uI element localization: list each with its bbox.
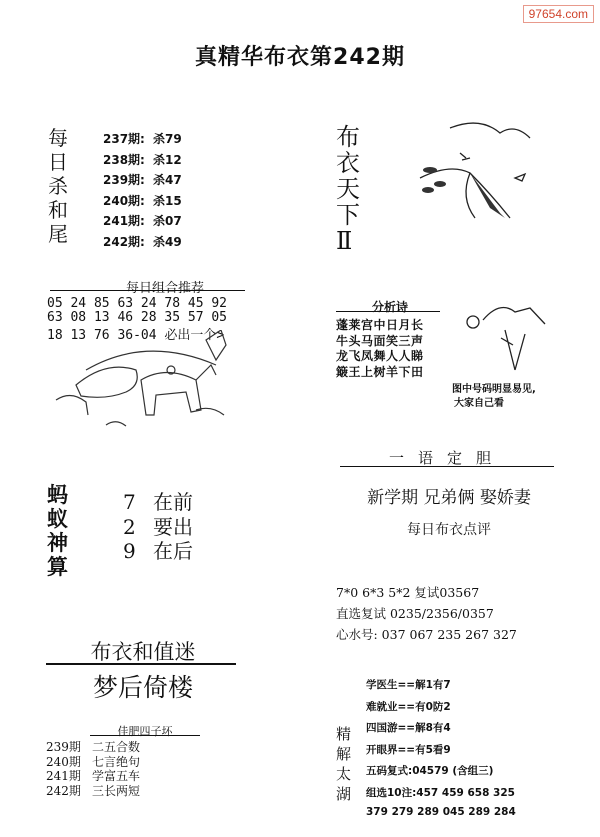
kill-row: 237期: 杀79 [103,132,182,146]
tip-line: 开眼界==有5看9 [366,743,451,756]
puzzle-poem [336,316,424,378]
mountain-sketch [455,300,550,375]
poem-row: 242期 三长两短 [46,783,141,798]
code-line: 心水号: 037 067 235 267 327 [336,627,517,642]
side-char: 湖 [336,785,352,803]
tip-line: 组选10注:457 459 658 325 [366,786,515,799]
side-char: 神 [47,531,68,555]
side-char: 布 [336,123,360,151]
ant-row: 2 要出 [123,514,193,539]
puzzle-line: 簸王上树羊下田 [336,364,424,379]
code-line: 7*0 6*3 5*2 复试03567 [336,585,480,600]
buyi-mi-divider [46,663,236,665]
tree-branch-sketch [400,118,550,228]
yiyu-headline: 新学期 兄弟俩 娶娇妻 [367,488,531,508]
ant-row: 9 在后 [123,539,193,563]
side-char: 蚁 [47,507,68,531]
combo-title: 每日组合推荐 [125,281,204,296]
page-title: 真精华布衣第242期 [195,45,405,70]
side-char: 太 [336,765,352,783]
combo-line: 05 24 85 63 24 78 45 92 [47,296,228,311]
poem-list [46,738,140,796]
daily-review-label: 每日布衣点评 [407,522,491,538]
tip-line: 四国游==解8有4 [366,722,451,734]
side-char: 下 [336,201,360,229]
side-char: Ⅱ [336,227,353,255]
poem-row: 239期 二五合数 [46,740,141,754]
kill-row: 239期: 杀47 [103,173,182,188]
poem-divider [90,735,200,736]
side-char: 精 [336,725,352,743]
tip-line: 379 279 289 045 289 284 [366,806,516,818]
side-char: 每 [48,126,68,150]
buyi-mi-heading: 布衣和值迷 [90,640,196,664]
poem-row: 241期 学富五车 [46,769,141,784]
code-lines [336,583,517,646]
puzzle-divider [336,311,440,312]
kill-row: 242期: 杀49 [103,234,182,249]
side-char: 算 [47,555,68,579]
tip-line: 五码复式:04579 (含组三) [366,765,494,777]
tip-line: 学医生==解1有7 [366,679,451,691]
combo-line: 18 13 76 36-04 必出一个> [47,328,225,343]
daily-kill-list [103,130,182,254]
buyi-mi-answer: 梦后倚楼 [92,673,193,702]
puzzle-title: 分析诗 [371,300,408,314]
jing-side-chars [336,727,351,807]
side-char: 尾 [48,222,68,246]
combo-line: 63 08 13 46 28 35 57 05 [47,310,228,325]
side-char: 杀 [48,174,68,198]
puzzle-line: 牛头马面笑三声 [336,333,424,348]
kill-row: 238期: 杀12 [103,152,182,167]
side-char: 解 [336,745,352,763]
animals-sketch [46,330,246,440]
side-char: 日 [48,150,68,174]
side-char: 衣 [336,149,360,177]
watermark-badge: 97654.com [523,5,594,23]
yiyu-divider [340,466,554,467]
puzzle-line: 蓬莱宫中日月长 [336,318,424,332]
yiyu-title: 一语定胆 [388,449,505,467]
ant-side-chars [47,485,68,581]
kill-row: 240期: 杀15 [103,193,182,208]
side-char: 天 [336,175,360,203]
kill-row: 241期: 杀07 [103,214,182,229]
side-char: 和 [48,198,68,222]
tip-line: 难就业==有0防2 [366,700,451,713]
poem-row: 240期 七言绝句 [46,754,141,769]
buyi-tianxia-side-chars [336,125,360,255]
side-char: 蚂 [47,483,68,507]
ant-list [123,486,193,563]
puzzle-note: 图中号码明显易见, 大家自己看 [452,384,536,409]
puzzle-line: 龙飞凤舞人人睇 [336,349,424,363]
jing-tips [366,677,516,828]
daily-kill-side-chars [48,128,68,248]
ant-row: 7 在前 [123,490,193,514]
poem-title: 佳肥四子坏 [117,725,173,738]
combo-divider [50,290,245,291]
code-line: 直选复试 0235/2356/0357 [336,606,494,621]
